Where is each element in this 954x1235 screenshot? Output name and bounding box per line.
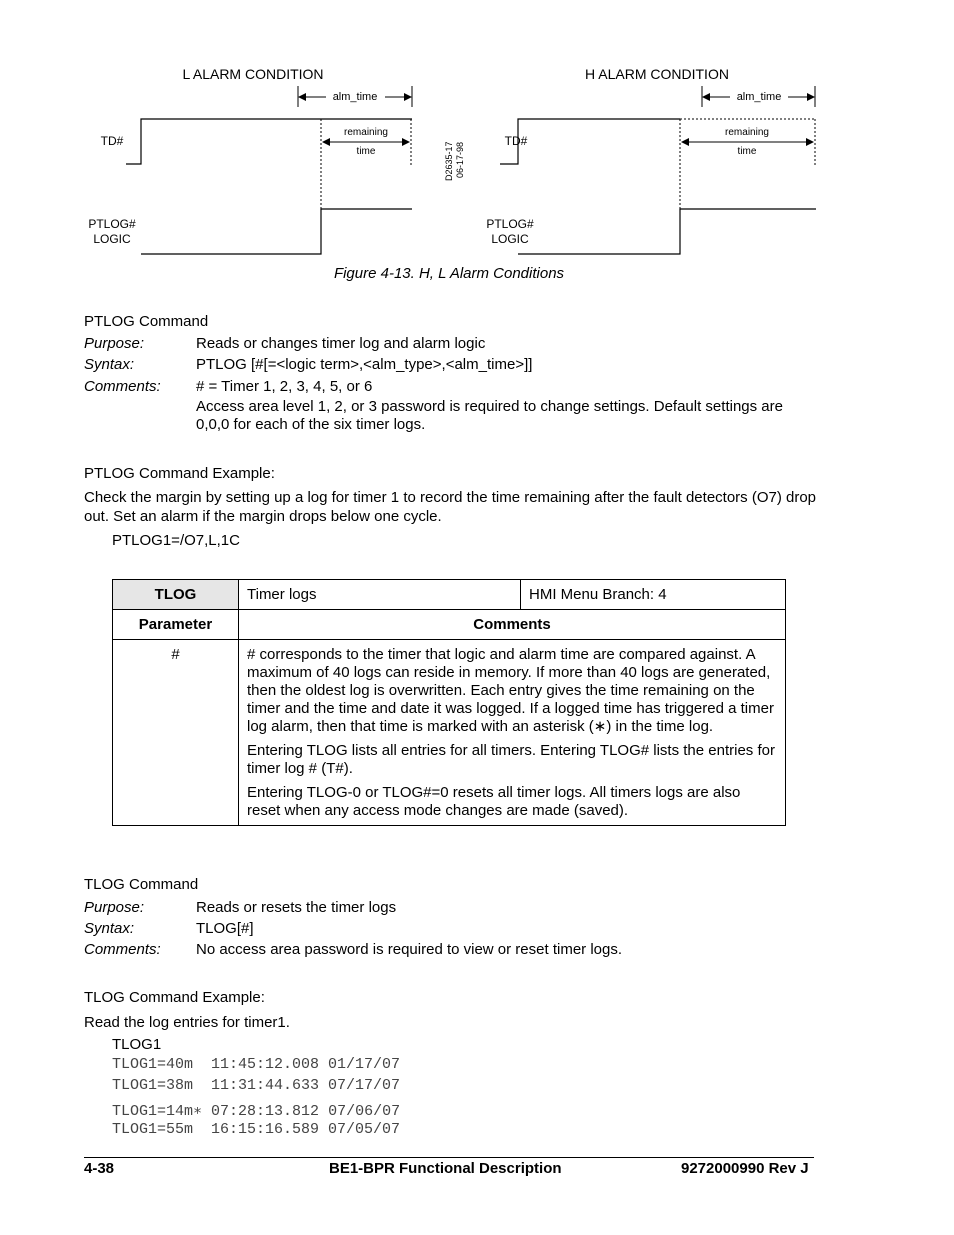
ptlog-example-heading: PTLOG Command Example: [84, 465, 275, 482]
table-parameter-value: # [113, 640, 239, 826]
drawing-date: 06-17-98 [455, 141, 465, 178]
table-comment-paragraph-1: # corresponds to the timer that logic and alarm time are compared against. A maximum of 40 logs can reside in memory. If more than 40 logs are generated, then the oldest log is overwritten. Each entry gives the time remaining on the timer and the time and date it was logged. If a logged time has triggered a timer log alarm, then that time is marked with an asterisk (∗) in the time log. [247, 646, 774, 735]
footer-doc-number: 9272000990 Rev J [681, 1160, 809, 1177]
ptlog-purpose-label: Purpose: [84, 335, 145, 352]
ptlog-heading: PTLOG Command [84, 313, 209, 330]
h-td-label: TD# [504, 134, 528, 148]
ptlog-comment-2: Access area level 1, 2, or 3 password is required to change settings. Default settings are 0,0,0 for each of the six timer logs. [196, 398, 783, 433]
footer-title: BE1-BPR Functional Description [329, 1160, 562, 1177]
ptlog-syntax-label: Syntax: [84, 356, 135, 373]
tlog-syntax: TLOG[#] [196, 920, 254, 937]
l-alarm-title: L ALARM CONDITION [182, 66, 324, 82]
l-ptlog-waveform [141, 209, 412, 254]
drawing-id: D2635-17 [444, 141, 454, 181]
table-comments-body [239, 640, 786, 826]
tlog-heading: TLOG Command [84, 876, 199, 893]
h-alm-time-label: alm_time [736, 91, 782, 103]
table-comment-paragraph-2: Entering TLOG lists all entries for all timers. Entering TLOG# lists the entries for timer log # (T#). [247, 742, 775, 777]
tlog-command-table [112, 579, 786, 826]
tlog-comments-label: Comments: [84, 941, 161, 958]
h-alarm-title: H ALARM CONDITION [585, 66, 729, 82]
alarm-conditions-figure [0, 0, 954, 290]
table-description-cell: Timer logs [239, 580, 521, 610]
tlog-comment: No access area password is required to view or reset timer logs. [196, 941, 623, 958]
h-time-label: time [737, 146, 757, 157]
l-td-label: TD# [100, 134, 124, 148]
h-ptlog-waveform [518, 209, 816, 254]
ptlog-purpose: Reads or changes timer log and alarm logic [196, 335, 486, 352]
h-remaining-label: remaining [725, 127, 769, 138]
footer-page-number: 4-38 [84, 1160, 115, 1177]
table-comments-header: Comments [239, 610, 786, 640]
l-ptlog-label: PTLOG# [88, 217, 136, 231]
ptlog-comments-label: Comments: [84, 378, 161, 395]
tlog-example-heading: TLOG Command Example: [84, 989, 265, 1006]
figure-caption: Figure 4-13. H, L Alarm Conditions [333, 265, 565, 282]
ptlog-syntax: PTLOG [#[=<logic term>,<alm_type>,<alm_time>]] [196, 356, 533, 373]
l-alm-time-label: alm_time [332, 91, 378, 103]
tlog-output-line: TLOG1=14m∗ 07:28:13.812 07/06/07 [112, 1103, 401, 1120]
table-hmi-cell: HMI Menu Branch: 4 [521, 580, 786, 610]
footer-rule [84, 1157, 814, 1158]
tlog-purpose: Reads or resets the timer logs [196, 899, 397, 916]
l-time-label: time [356, 146, 376, 157]
ptlog-example-command: PTLOG1=/O7,L,1C [112, 532, 240, 549]
h-logic-label: LOGIC [491, 232, 529, 246]
tlog-output-line: TLOG1=40m 11:45:12.008 01/17/07 [112, 1056, 401, 1073]
ptlog-comment-1: # = Timer 1, 2, 3, 4, 5, or 6 [196, 378, 373, 395]
h-ptlog-label: PTLOG# [486, 217, 534, 231]
tlog-output-line: TLOG1=55m 16:15:16.589 07/05/07 [112, 1121, 401, 1138]
table-comment-paragraph-3: Entering TLOG-0 or TLOG#=0 resets all timer logs. All timers logs are also reset when any access mode changes are made (saved). [247, 784, 741, 819]
l-remaining-label: remaining [344, 127, 388, 138]
tlog-example-command: TLOG1 [112, 1036, 162, 1053]
tlog-purpose-label: Purpose: [84, 899, 145, 916]
tlog-output-line: TLOG1=38m 11:31:44.633 07/17/07 [112, 1077, 401, 1094]
l-logic-label: LOGIC [93, 232, 131, 246]
tlog-example-text: Read the log entries for timer1. [84, 1014, 290, 1031]
table-command-cell: TLOG [113, 580, 239, 610]
ptlog-example-text: Check the margin by setting up a log for timer 1 to record the time remaining after the fault detectors (O7) drop out. Set an alarm if the margin drops below one cycle. [84, 489, 817, 525]
table-parameter-header: Parameter [113, 610, 239, 640]
tlog-syntax-label: Syntax: [84, 920, 135, 937]
